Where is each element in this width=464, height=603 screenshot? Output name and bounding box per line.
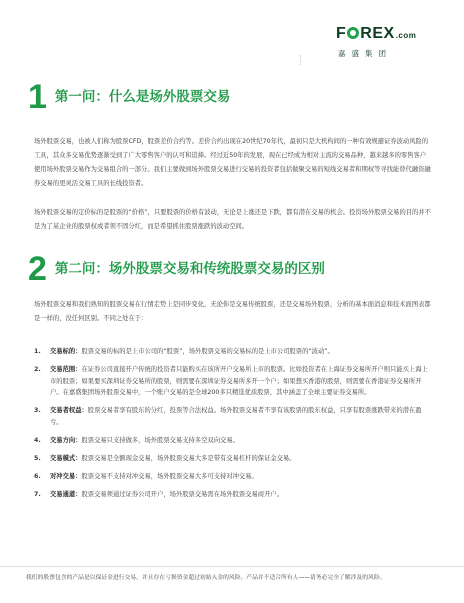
list-item bbox=[34, 453, 434, 465]
list-item-number: 6. bbox=[34, 472, 41, 480]
list-item-term: 对冲交易： bbox=[50, 472, 82, 480]
section-1-heading bbox=[28, 78, 231, 116]
section-1-paragraph-2: 场外股票交易的定价标的是股票的“价格”，只要股票的价格有波动，无论是上涨还是下跌，都有潜在交易的机会。投资场外股票交易的目的并不是为了某企业的股票权或者领不固分红，而是希望抓住股票涨跌的波动空间。 bbox=[34, 209, 431, 230]
list-item bbox=[34, 489, 434, 501]
section-2-intro: 场外股票交易和我们熟知的股票交易在行情走势上是同步变化，无论你是交易传统股票，还是交易场外股票，分析的基本面消息和技术面图表都是一样的，没任何区别。不同之处在于： bbox=[34, 301, 431, 322]
list-item-text: 在证券公司直接开户传统的投资者只能购买在该所开户交易所上市的股票。比如投资者在上海证券交易所开户则只能买上海上市的股票；如果要买深圳证券交易所的股票，则需要在深圳证券交易所多开一个户；如果想买香港的股票，则需要在香港证券交易所开户。在嘉盛集团场外股票交易中，一个账户交易的是全球200多只精选优质股票，其中涵盖了全球主要证券交易所。 bbox=[50, 366, 428, 396]
logo-subtitle: 嘉盛集团 bbox=[338, 49, 392, 58]
list-item-text: 股票交易是全额现金交易，场外股票交易大多是带有交易杠杆的保证金交易。 bbox=[81, 454, 296, 462]
list-item bbox=[34, 405, 434, 428]
list-item-number: 1. bbox=[34, 348, 41, 355]
list-item-number: 7. bbox=[34, 490, 41, 498]
list-item-term: 交易标的： bbox=[50, 348, 82, 355]
differences-list bbox=[34, 346, 434, 507]
list-item-text: 股票交易只支持做多，场外股票交易支持多空双向交易。 bbox=[81, 436, 239, 444]
logo-letter-f: F bbox=[336, 25, 347, 42]
list-item-term: 交易模式： bbox=[50, 454, 82, 462]
list-item-number: 2. bbox=[34, 366, 41, 373]
list-item bbox=[34, 364, 434, 399]
list-item bbox=[34, 471, 434, 483]
list-item bbox=[34, 346, 434, 358]
logo-letters-rex: REX bbox=[360, 25, 395, 42]
forex-logo bbox=[336, 26, 436, 59]
footer-divider bbox=[0, 566, 464, 567]
header-divider bbox=[300, 55, 302, 65]
logo-wordmark bbox=[336, 26, 436, 44]
section-2-number: 2 bbox=[28, 250, 47, 288]
list-item-text: 股票交易不支持对冲交易，场外股票交易大多可支持对冲交易。 bbox=[81, 472, 258, 480]
list-item-term: 交易方向： bbox=[50, 436, 82, 444]
list-item bbox=[34, 435, 434, 447]
list-item-text: 股票交易须通过证券公司开户，场外股票交易需在场外股票交易商开户。 bbox=[81, 490, 283, 498]
section-1-title: 第一问：什么是场外股票交易 bbox=[54, 89, 231, 105]
list-item-term: 交易范围： bbox=[50, 366, 82, 373]
logo-dotcom: .com bbox=[395, 31, 417, 40]
section-1-paragraph-1: 场外股票交易，也被人们称为股票CFD，股票差价合约等。差价合约出现在20世纪70年代，最初只是大机构间的一种有效规避证券波动风险的工具，其众多交易优势逐渐受到了广大零售客户的认可和追捧。经过近50年的发展，现在已经成为相对主流的交易品种，越来越多的零售客户使用场外股票交易作为交易组合的一部分。我们主要做到场外股票交易进行交易的投资者包括做聚交易的短线交易者和期权等寻找能替代融资融券交易的更灵活交易工具的长线投资者。 bbox=[34, 138, 431, 187]
list-item-number: 3. bbox=[34, 407, 41, 414]
list-item-term: 交易通道： bbox=[50, 490, 82, 498]
section-2-heading bbox=[28, 250, 325, 288]
list-item-text: 股票交易者享有股东的分红，投票等合法权益。场外股票交易者不享有该股票的股东权益，只享有股票涨跌带来的潜在盈亏。 bbox=[50, 407, 422, 426]
section-2-title: 第二问：场外股票交易和传统股票交易的区别 bbox=[54, 261, 325, 277]
footer-disclaimer: 我们的股票包含的产品是以保证金进行交易，并且存在亏损资金超过初始入金的风险。产品并不适合所有人——请务必完全了解涉及的风险。 bbox=[26, 575, 386, 581]
list-item-term: 交易者权益： bbox=[50, 407, 88, 414]
section-1-number: 1 bbox=[28, 78, 47, 116]
list-item-number: 4. bbox=[34, 436, 41, 444]
list-item-number: 5. bbox=[34, 454, 41, 462]
logo-ring-icon bbox=[347, 27, 359, 39]
list-item-text: 股票交易的标的是上市公司的“股票”，场外股票交易的交易标的是上市公司股票的“波动”。 bbox=[81, 348, 334, 355]
